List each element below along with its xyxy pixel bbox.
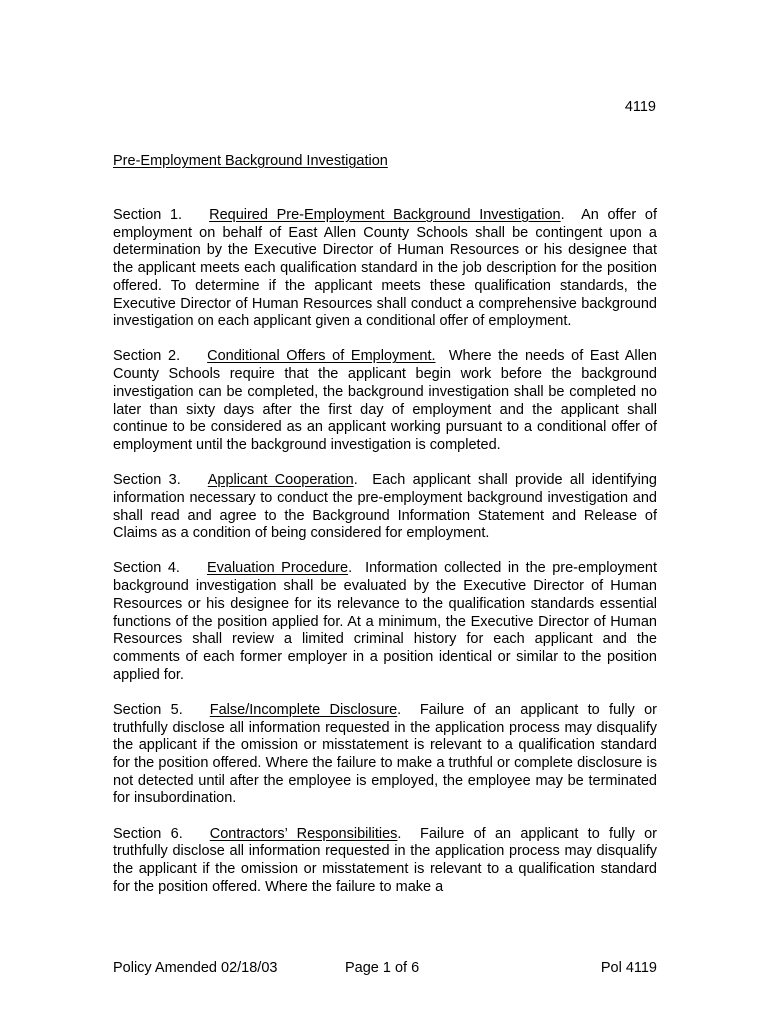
section-5 (113, 702, 657, 808)
section-label: Section 6. (113, 825, 183, 842)
section-3 (113, 472, 657, 543)
footer-page-number: Page 1 of 6 (345, 960, 420, 976)
section-2 (113, 348, 657, 454)
policy-body (113, 207, 657, 914)
footer-policy-number: Pol 4119 (600, 960, 657, 976)
section-6 (113, 826, 657, 897)
section-label: Section 3. (113, 472, 181, 489)
footer-amended-date: Policy Amended 02/18/03 (113, 960, 278, 976)
section-label: Section 2. (113, 348, 181, 365)
section-text: Failure of an applicant to fully or truthfully disclose all information requested in the application process may disqualify the applicant if the omission or misstatement is relevant to a qualification standard for the position offered. Where the failure to make a (113, 825, 657, 895)
section-heading-suffix: . (348, 560, 353, 577)
page-footer (113, 960, 657, 980)
section-1 (113, 207, 657, 331)
section-4 (113, 560, 657, 684)
page-title: Pre-Employment Background Investigation (113, 153, 388, 169)
section-heading: Contractors’ Responsibilities (209, 825, 398, 842)
section-label: Section 5. (113, 701, 183, 718)
section-text: Each applicant shall provide all identifying information necessary to conduct the pre-employment background investigation and shall read and agree to the Background Information Statement and Release of Claims as a condition of being considered for employment. (113, 472, 657, 542)
section-text: Where the needs of East Allen County Schools require that the applicant begin work before the background investigation can be completed, the background investigation shall be completed no later than sixty days after the first day of employment and the applicant shall continue to be considered as an applicant working pursuant to a conditional offer of employment until the background investigation is completed. (113, 348, 657, 453)
section-heading-suffix: . (560, 207, 565, 223)
section-heading-suffix: . (397, 825, 402, 842)
section-heading: Applicant Cooperation (207, 472, 354, 489)
section-heading: False/Incomplete Disclosure (209, 701, 398, 718)
section-label: Section 1. (113, 207, 183, 223)
section-heading: Evaluation Procedure (206, 560, 349, 577)
section-heading: Required Pre-Employment Background Investigation (209, 207, 561, 223)
policy-number: 4119 (624, 99, 656, 115)
section-text: An offer of employment on behalf of East Allen County Schools shall be contingent upon a determination by the Executive Director of Human Resources or his designee that the applicant meets each qualification standard in the job description for the position offered. To determine if the applicant meets these qualification standards, the Executive Director of Human Resources shall conduct a comprehensive background investigation on each applicant given a conditional offer of employment. (113, 207, 657, 330)
section-heading-suffix: . (397, 701, 402, 718)
section-heading: Conditional Offers of Employment. (207, 348, 436, 365)
section-text: Failure of an applicant to fully or truthfully disclose all information requested in the application process may disqualify the applicant if the omission or misstatement is relevant to a qualification standard for the position offered. Where the failure to make a truthful or complete disclosure is not detected until after the employee is employed, the employee may be terminated for insubordination. (113, 701, 657, 807)
section-text: Information collected in the pre-employment background investigation shall be evaluated by the Executive Director of Human Resources or his designee for its relevance to the qualification standards essential functions of the position applied for. At a minimum, the Executive Director of Human Resources shall review a limited criminal history for each applicant and the comments of each former employer in a position identical or similar to the position applied for. (113, 560, 657, 683)
section-label: Section 4. (113, 560, 180, 577)
section-heading-suffix: . (353, 472, 358, 489)
